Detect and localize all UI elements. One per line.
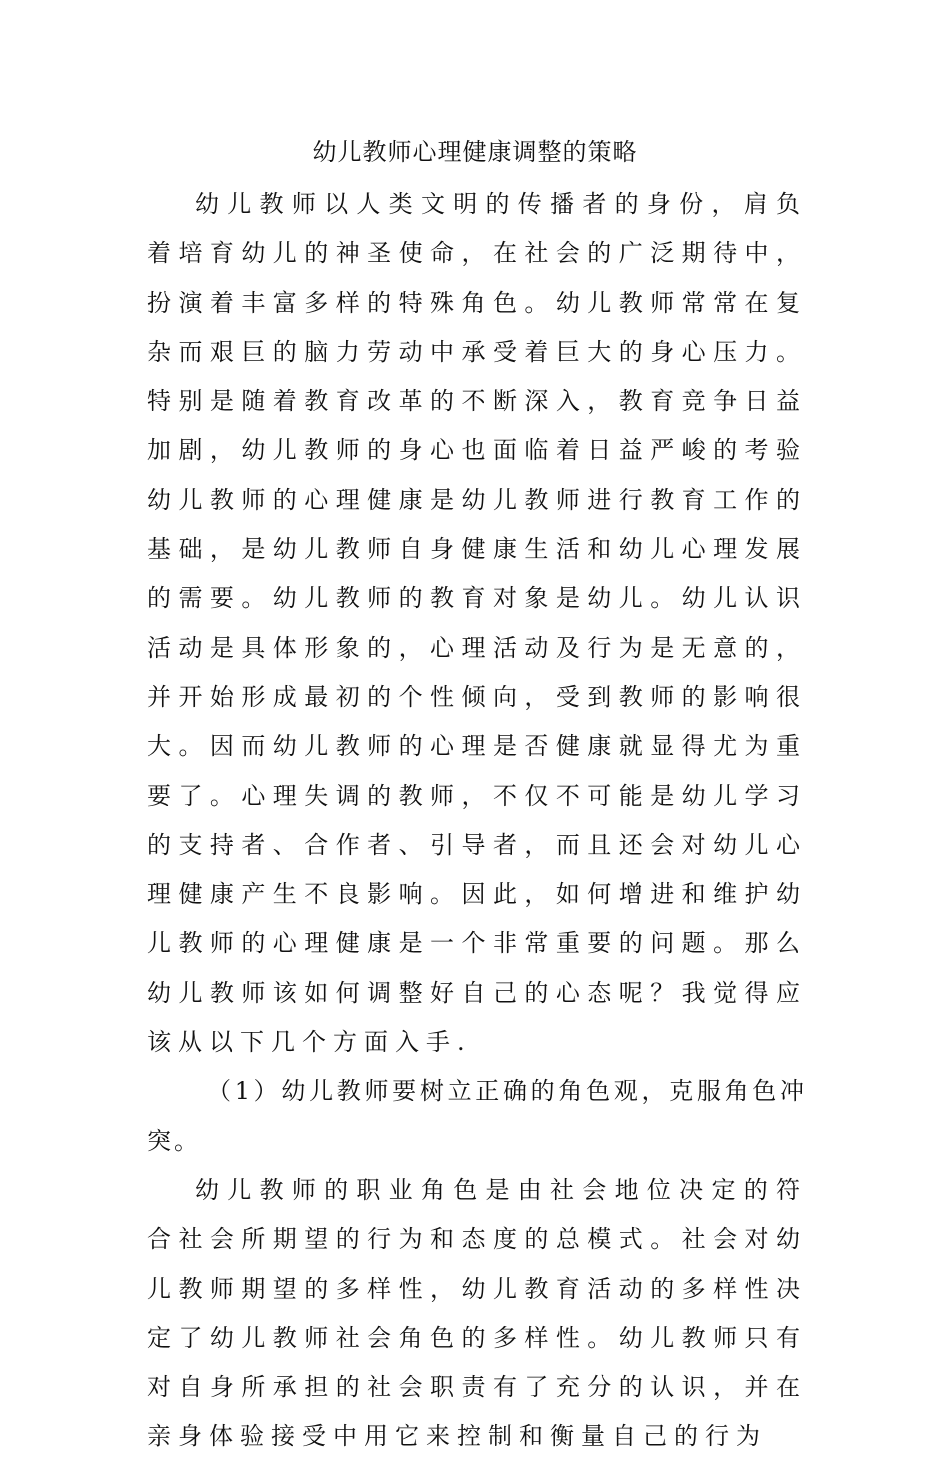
- section-heading-1: （1）幼儿教师要树立正确的角色观，克服角色冲突。: [147, 1077, 807, 1155]
- document-title: 幼儿教师心理健康调整的策略: [312, 138, 638, 166]
- body-paragraph-role: 幼儿教师的职业角色是由社会地位决定的符合社会所期望的行为和态度的总模式。社会对幼儿教师期望的多样性，幼儿教育活动的多样性决定了幼儿教师社会角色的多样性。幼儿教师只有对自身所承担的社会职责有了充分的认识，并在亲身体验接受中用它来控制和衡量自己的行为: [147, 1175, 807, 1451]
- document-body: [147, 180, 807, 1462]
- body-paragraph-intro: 幼儿教师以人类文明的传播者的身份，肩负着培育幼儿的神圣使命，在社会的广泛期待中，扮演着丰富多样的特殊角色。幼儿教师常常在复杂而艰巨的脑力劳动中承受着巨大的身心压力。特别是随着教育改革的不断深入，教育竞争日益加剧，幼儿教师的身心也面临着日益严峻的考验幼儿教师的心理健康是幼儿教师进行教育工作的基础，是幼儿教师自身健康生活和幼儿心理发展的需要。幼儿教师的教育对象是幼儿。幼儿认识活动是具体形象的，心理活动及行为是无意的，并开始形成最初的个性倾向，受到教师的影响很大。因而幼儿教师的心理是否健康就显得尤为重要了。心理失调的教师，不仅不可能是幼儿学习的支持者、合作者、引导者，而且还会对幼儿心理健康产生不良影响。因此，如何增进和维护幼儿教师的心理健康是一个非常重要的问题。那么幼儿教师该如何调整好自己的心态呢？我觉得应该从以下几个方面入手.: [147, 190, 807, 1057]
